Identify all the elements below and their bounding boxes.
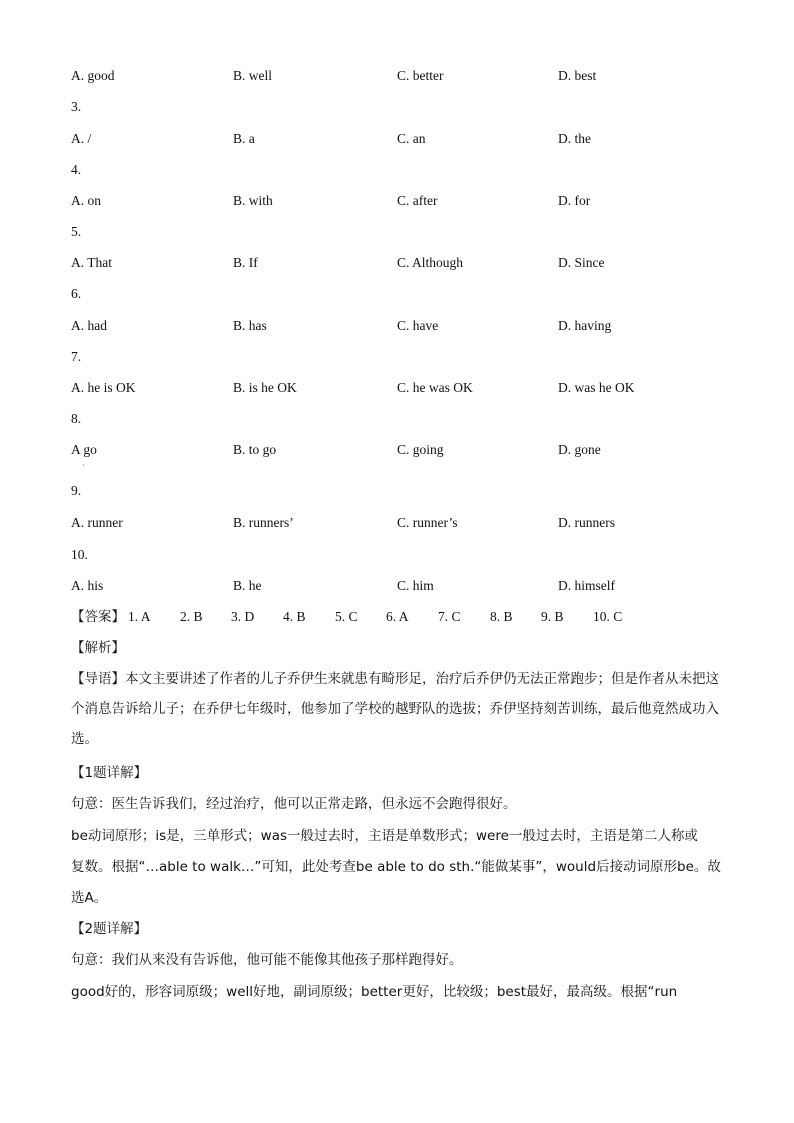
question-number: 5.: [71, 224, 82, 239]
q2-heading: 【2题详解】: [71, 921, 148, 937]
intro-paragraph: 【导语】本文主要讲述了作者的儿子乔伊生来就患有畸形足，治疗后乔伊仍无法正常跑步；但是作者从未把这个消息告诉给儿子；在乔伊七年级时，他参加了学校的越野队的选拔；乔伊坚持刻苦训练，最后他竟然成功入选。: [71, 671, 719, 747]
answer-item: 3. D: [231, 609, 255, 624]
option-c: C. an: [397, 131, 426, 146]
q2-meaning: 句意：我们从来没有告诉他，他可能不能像其他孩子那样跑得好。: [71, 952, 463, 968]
answer-item: 6. A: [386, 609, 409, 624]
q1-meaning: 句意：医生告诉我们，经过治疗，他可以正常走路，但永远不会跑得很好。: [71, 796, 517, 812]
option-a: A. his: [71, 578, 104, 593]
question-number: 4.: [71, 162, 82, 177]
option-d: D. best: [558, 68, 597, 83]
option-a: A. on: [71, 193, 101, 208]
q1-explanation-line: 复数。根据“…able to walk…”可知，此处考查be able to do sth.“能做某事”，would后接动词原形be。故: [71, 859, 721, 875]
answer-item: 7. C: [438, 609, 461, 624]
answer-item: 10. C: [593, 609, 623, 624]
analysis-heading: 【解析】: [71, 640, 125, 656]
option-row: [71, 191, 721, 211]
option-b: B. he: [233, 578, 262, 593]
question-number: 10.: [71, 547, 88, 562]
option-d: D. was he OK: [558, 380, 635, 395]
option-a: A go: [71, 442, 97, 457]
option-d: D. gone: [558, 442, 601, 457]
option-a: A. good: [71, 68, 115, 83]
answer-item: 8. B: [490, 609, 513, 624]
option-c: C. going: [397, 442, 444, 457]
stray-dot: ·: [82, 461, 85, 470]
answer-item: 4. B: [283, 609, 306, 624]
option-a: A. runner: [71, 515, 123, 530]
option-b: B. well: [233, 68, 272, 83]
option-b: B. If: [233, 255, 258, 270]
q1-explanation-line: 选A。: [71, 890, 108, 906]
option-c: C. him: [397, 578, 434, 593]
option-b: B. with: [233, 193, 273, 208]
question-number: 9.: [71, 483, 82, 498]
question-number: 7.: [71, 349, 82, 364]
option-row: [71, 576, 721, 596]
option-a: A. That: [71, 255, 112, 270]
answer-item: 5. C: [335, 609, 358, 624]
option-a: A. /: [71, 131, 92, 146]
answer-label: 【答案】: [71, 609, 125, 625]
option-c: C. Although: [397, 255, 464, 270]
option-a: A. had: [71, 318, 107, 333]
option-row: [71, 66, 721, 86]
option-c: C. runner’s: [397, 515, 458, 530]
option-row: [71, 316, 721, 336]
q1-explanation-line: be动词原形；is是，三单形式；was一般过去时，主语是单数形式；were一般过去时，主语是第二人称或: [71, 828, 698, 844]
question-number: 3.: [71, 99, 82, 114]
question-number: 8.: [71, 411, 82, 426]
option-c: C. after: [397, 193, 438, 208]
q2-explanation-line: good好的，形容词原级；well好地，副词原级；better更好，比较级；best最好，最高级。根据“run: [71, 984, 678, 1000]
option-b: B. is he OK: [233, 380, 297, 395]
option-b: B. a: [233, 131, 255, 146]
answer-item: 9. B: [541, 609, 564, 624]
option-d: D. for: [558, 193, 591, 208]
question-number: 6.: [71, 286, 82, 301]
option-c: C. have: [397, 318, 439, 333]
option-row: [71, 253, 721, 273]
option-row: [71, 378, 721, 398]
q1-heading: 【1题详解】: [71, 765, 148, 781]
option-d: D. the: [558, 131, 591, 146]
option-d: D. Since: [558, 255, 605, 270]
option-c: C. better: [397, 68, 444, 83]
option-d: D. himself: [558, 578, 615, 593]
option-b: B. runners’: [233, 515, 294, 530]
answer-item: 1. A: [128, 609, 151, 624]
option-b: B. to go: [233, 442, 277, 457]
option-row: [71, 513, 721, 533]
option-b: B. has: [233, 318, 267, 333]
option-row: [71, 440, 721, 460]
option-a: A. he is OK: [71, 380, 136, 395]
option-c: C. he was OK: [397, 380, 473, 395]
option-d: D. runners: [558, 515, 615, 530]
answer-item: 2. B: [180, 609, 203, 624]
option-d: D. having: [558, 318, 612, 333]
option-row: [71, 129, 721, 149]
